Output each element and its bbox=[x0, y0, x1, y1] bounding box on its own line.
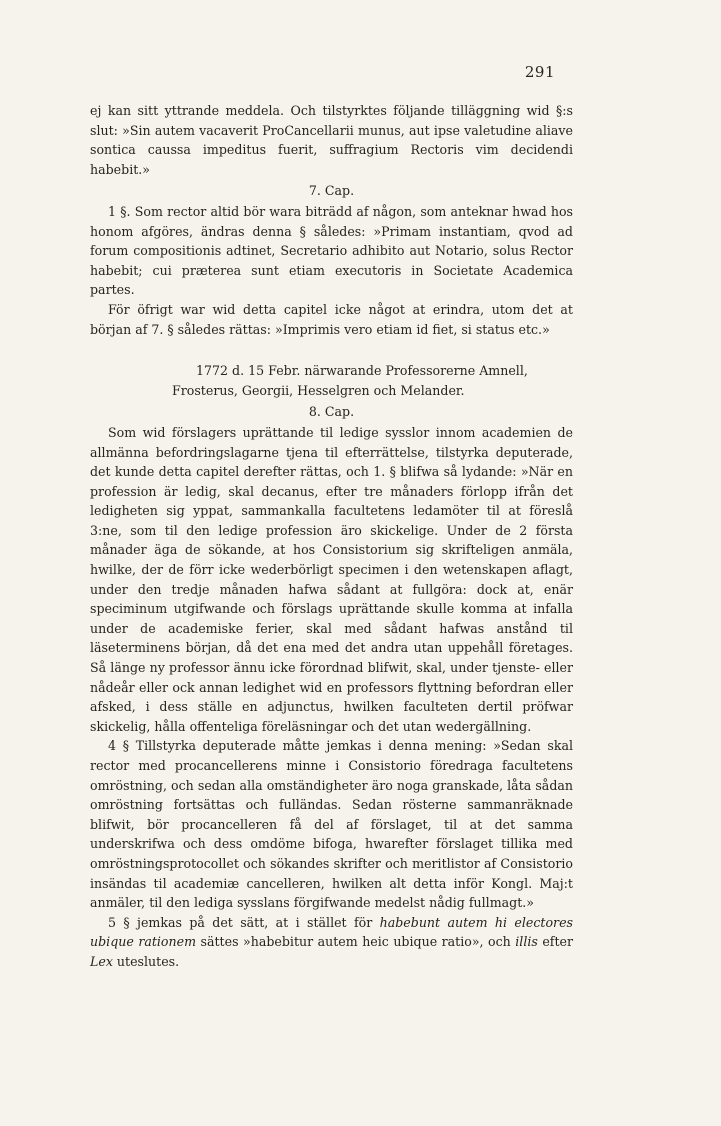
chapter-heading-7: 7. Cap. bbox=[308, 183, 355, 199]
paragraph-section-4: 4 § Tillstyrka deputerade måtte jemkas i denna mening: »Sedan skal rector med procancellerens minne i Consistorio föredraga facultetens omröstning, och sedan alla omständigheter äro noga granskade, låta sådan omröstning fortsättas och fulländas. Sedan rösterne sammanräknade blifwit, bör procancelleren få del af förslaget, til at det samma underskrifwa och dess omdöme bifoga, hwarefter förslaget tillika med omröstningsprotocollet och sökandes skrifter och meritlistor af Consistorio insändas til academiæ cancelleren, hwilken alt detta inför Kongl. Maj:t anmäler, til den lediga sysslans förgifwande medelst nådig fullmagt.» bbox=[90, 738, 573, 911]
italic-word-lex: Lex bbox=[90, 953, 113, 969]
text-run: uteslutes. bbox=[112, 953, 180, 969]
body-text bbox=[90, 101, 573, 972]
paragraph-section-1: 1 §. Som rector altid bör wara biträdd af någon, som anteknar hwad hos honom afgöres, ändras denna § således: »Primam instantiam, qvod ad forum compositionis adtinet, Secretario adhibito aut Notario, solus Rector habebit; cui præterea sunt etiam executoris in Societate Academica partes. bbox=[90, 203, 573, 298]
italic-word-illis: illis bbox=[515, 934, 538, 950]
page-number: 291 bbox=[524, 63, 555, 81]
text-run: efter bbox=[537, 934, 573, 950]
italic-latin-phrase: habebunt autem hi electores ubique rationem bbox=[90, 914, 573, 950]
meeting-note: 1772 d. 15 Febr. närwarande Professorerne Amnell, Frosterus, Georgii, Hesselgren och Melander. bbox=[172, 363, 528, 398]
section-gap bbox=[90, 339, 573, 361]
paragraph-remarks: För öfrigt war wid detta capitel icke något at erindra, utom det at början af 7. § således rättas: »Imprimis vero etiam id fiet, si status etc.» bbox=[90, 301, 573, 337]
paragraph-chapter-8: Som wid förslagers uprättande til ledige sysslor innom academien de allmänna befordringslagarne tjena til efterrättelse, tilstyrka deputerade, det kunde detta capitel derefter rättas, och 1. § blifwa så lydande: »När en profession är ledig, skal decanus, efter tre månaders förlopp ifrån det ledigheten sig yppat, sammankalla facultetens ledamöter til at föreslå 3:ne, som til den ledige profession äro skickelige. Under de 2 första månader äga de sökande, at hos Consistorium sig skrifteligen anmäla, hwilke, der de förr icke wederbörligt specimen i den wetenskapen aflagt, under den tredje månaden hafwa sådant at fullgöra: dock at, enär speciminum utgifwande och förslags uprättande skulle komma at infalla under de academiske ferier, skal med sådant hafwas anstånd til läseterminens början, då det ena med det andra utan uppehåll företages. Så länge ny professor ännu icke förordnad blifwit, skal, under tjenste- eller nådeår eller ock annan ledighet wid en professors flyttning befordran eller afsked, i dess ställe en adjunctus, hwilken faculteten dertil pröfwar skickelig, hålla offenteliga föreläsningar och det utan wedergällning. bbox=[90, 424, 573, 734]
paragraph-section-5 bbox=[90, 913, 573, 972]
paragraph-continuation: ej kan sitt yttrande meddela. Och tilstyrktes följande tilläggning wid §:s slut: »Sin autem vacaverit ProCancellarii munus, aut ipse valetudine aliave sontica caussa impeditus fuerit, suffragium Rectoris vim decidendi habebit.» bbox=[90, 103, 573, 177]
chapter-heading-8: 8. Cap. bbox=[308, 404, 355, 420]
text-run: 5 § jemkas på det sätt, at i stället för bbox=[108, 914, 380, 930]
text-run: sättes »habebitur autem heic ubique ratio», och bbox=[196, 934, 516, 950]
